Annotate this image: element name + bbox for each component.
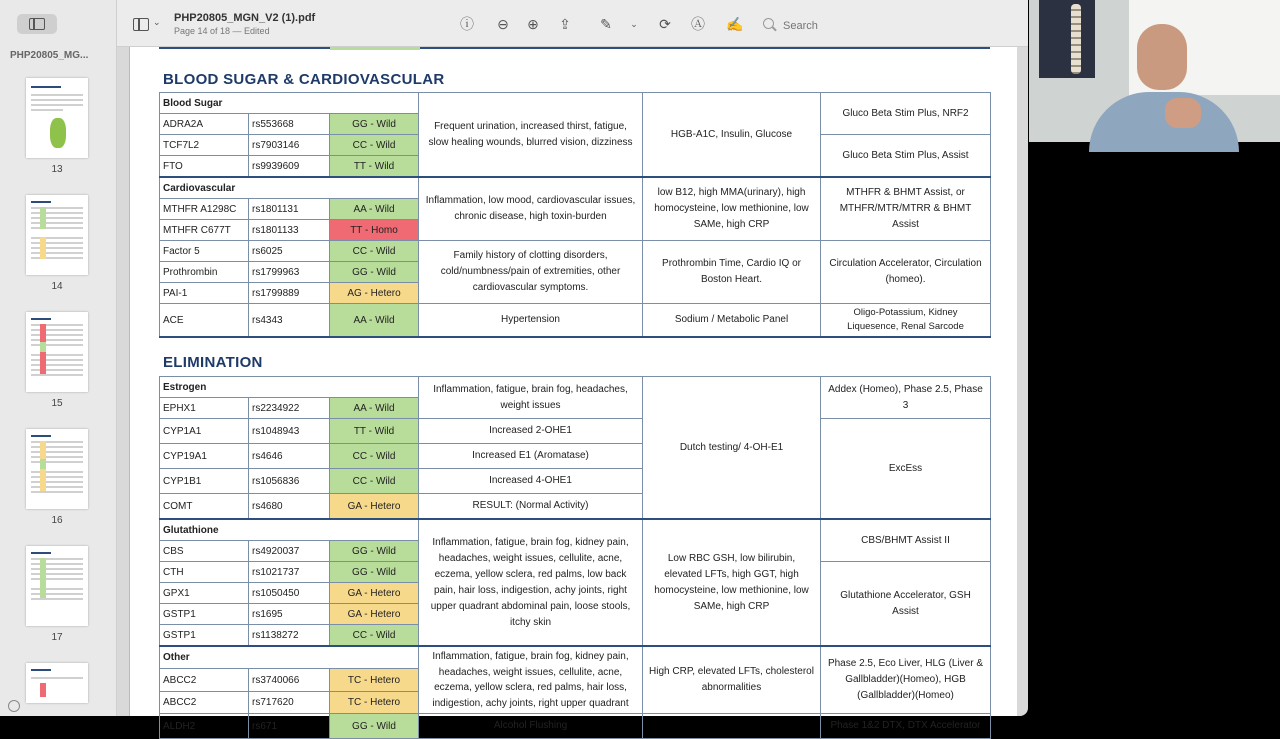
- gene-cell: ALDH2: [160, 714, 249, 739]
- symptoms-cell: Family history of clotting disorders, cold/numbness/pain of extremities, other cardiovascular symptoms.: [419, 241, 643, 304]
- rsid-cell: rs1799963: [249, 262, 330, 283]
- labs-cell: [643, 714, 821, 739]
- markup-pen-icon[interactable]: ✎: [600, 16, 612, 32]
- genotype-cell: GG - Wild: [330, 562, 419, 583]
- add-page-icon[interactable]: [8, 700, 20, 712]
- rsid-cell: rs1050450: [249, 583, 330, 604]
- pdf-page: [129, 47, 1017, 732]
- presenter-head: [1137, 24, 1187, 90]
- page-thumbnail-18[interactable]: [26, 663, 88, 703]
- rotate-icon[interactable]: ⟳: [659, 16, 671, 32]
- support-cell: ExcEss: [821, 419, 991, 520]
- symptoms-cell: Inflammation, fatigue, brain fog, kidney pain, headaches, weight issues, cellulite, acne, eczema, yellow sclera, red palms, hair loss, indigestion, achy joints, right upper quadrant: [419, 646, 643, 714]
- genotype-cell: GG - Wild: [330, 541, 419, 562]
- gene-cell: COMT: [160, 494, 249, 520]
- sidebar-icon: [29, 18, 45, 30]
- table-row: [160, 241, 991, 262]
- rsid-cell: rs4343: [249, 304, 330, 338]
- presenter-body: [1089, 92, 1239, 152]
- support-cell: Addex (Homeo), Phase 2.5, Phase 3: [821, 377, 991, 419]
- labs-cell: Dutch testing/ 4-OH-E1: [643, 377, 821, 520]
- search-input[interactable]: [781, 15, 885, 37]
- page-thumbnail-13[interactable]: [26, 78, 88, 158]
- genotype-cell: CC - Wild: [330, 135, 419, 156]
- page-number-17: 17: [51, 632, 63, 643]
- genotype-cell: CC - Wild: [330, 241, 419, 262]
- section-title-elimination: ELIMINATION: [163, 354, 263, 371]
- rsid-cell: rs1799889: [249, 283, 330, 304]
- support-cell: CBS/BHMT Assist II: [821, 519, 991, 562]
- symptoms-cell: Hypertension: [419, 304, 643, 338]
- webcam-overlay: [1029, 0, 1280, 142]
- sidebar-toggle-icon[interactable]: [133, 18, 149, 31]
- rsid-cell: rs717620: [249, 691, 330, 713]
- genotype-cell: GG - Wild: [330, 714, 419, 739]
- gene-cell: GPX1: [160, 583, 249, 604]
- page-number-14: 14: [51, 281, 63, 292]
- gene-cell: PAI-1: [160, 283, 249, 304]
- genotype-cell: AA - Wild: [330, 199, 419, 220]
- support-cell: Circulation Accelerator, Circulation (homeo).: [821, 241, 991, 304]
- gene-cell: Prothrombin: [160, 262, 249, 283]
- gene-cell: CBS: [160, 541, 249, 562]
- gene-cell: Factor 5: [160, 241, 249, 262]
- gene-cell: ADRA2A: [160, 114, 249, 135]
- rsid-cell: rs4920037: [249, 541, 330, 562]
- subheader-blood-sugar: Blood Sugar: [160, 93, 330, 114]
- gene-cell: MTHFR A1298C: [160, 199, 249, 220]
- page-thumbnail-16[interactable]: [26, 429, 88, 509]
- chevron-down-icon[interactable]: ⌄: [153, 17, 161, 27]
- labs-cell: low B12, high MMA(urinary), high homocysteine, low methionine, low SAMe, high CRP: [643, 177, 821, 241]
- rsid-cell: rs1695: [249, 604, 330, 625]
- support-cell: Gluco Beta Stim Plus, NRF2: [821, 93, 991, 135]
- presenter-hands: [1165, 98, 1201, 128]
- page-thumbnail-15[interactable]: [26, 312, 88, 392]
- gene-cell: ABCC2: [160, 691, 249, 713]
- genotype-cell: CC - Wild: [330, 469, 419, 494]
- genotype-cell: AG - Hetero: [330, 283, 419, 304]
- gene-cell: GSTP1: [160, 625, 249, 647]
- genotype-cell: CC - Wild: [330, 444, 419, 469]
- rsid-cell: rs1056836: [249, 469, 330, 494]
- blood-sugar-cardio-table: [159, 92, 991, 338]
- table-row: [160, 304, 991, 338]
- gene-cell: CYP19A1: [160, 444, 249, 469]
- symptoms-cell: Increased 4-OHE1: [419, 469, 643, 494]
- genotype-cell: TT - Wild: [330, 156, 419, 178]
- gene-cell: EPHX1: [160, 398, 249, 419]
- rsid-cell: rs7903146: [249, 135, 330, 156]
- sidebar-display-button[interactable]: [17, 14, 57, 34]
- rsid-cell: rs2234922: [249, 398, 330, 419]
- symptoms-cell: Inflammation, fatigue, brain fog, kidney pain, headaches, weight issues, cellulite, acne, eczema, yellow sclera, red palms, low back pain, hair loss, indigestion, achy joints, right upper quadrant abdominal pain, loose stools, itchy skin: [419, 519, 643, 646]
- subheader-glutathione: Glutathione: [160, 519, 330, 541]
- genotype-cell: GG - Wild: [330, 262, 419, 283]
- chevron-down-icon[interactable]: ⌄: [630, 19, 638, 29]
- support-cell: Glutathione Accelerator, GSH Assist: [821, 562, 991, 647]
- genotype-cell: TC - Hetero: [330, 691, 419, 713]
- labs-cell: Prothrombin Time, Cardio IQ or Boston Heart.: [643, 241, 821, 304]
- gene-cell: CYP1A1: [160, 419, 249, 444]
- genotype-cell: TC - Hetero: [330, 669, 419, 691]
- rsid-cell: rs4680: [249, 494, 330, 520]
- subheader-other: Other: [160, 646, 330, 669]
- table-row: [160, 714, 991, 739]
- support-cell: Phase 1&2 DTX, DTX Accelerator: [821, 714, 991, 739]
- share-icon[interactable]: ⇪: [559, 16, 571, 32]
- symptoms-cell: Increased 2-OHE1: [419, 419, 643, 444]
- page-number-15: 15: [51, 398, 63, 409]
- support-cell: MTHFR & BHMT Assist, or MTHFR/MTR/MTRR & BHMT Assist: [821, 177, 991, 241]
- elimination-table: [159, 376, 991, 739]
- toolbar: [117, 0, 1028, 47]
- page-thumbnail-17[interactable]: [26, 546, 88, 626]
- table-row: [160, 419, 991, 444]
- rsid-cell: rs1138272: [249, 625, 330, 647]
- document-subtitle: Page 14 of 18 — Edited: [174, 26, 270, 36]
- rsid-cell: rs1801131: [249, 199, 330, 220]
- rsid-cell: rs3740066: [249, 669, 330, 691]
- support-cell: Oligo-Potassium, Kidney Liquesence, Renal Sarcode: [821, 304, 991, 338]
- genotype-cell: TT - Wild: [330, 419, 419, 444]
- rsid-cell: rs6025: [249, 241, 330, 262]
- search-field[interactable]: [763, 15, 883, 35]
- gene-cell: FTO: [160, 156, 249, 178]
- labs-cell: High CRP, elevated LFTs, cholesterol abnormalities: [643, 646, 821, 714]
- symptoms-cell: Inflammation, low mood, cardiovascular issues, chronic disease, high toxin-burden: [419, 177, 643, 241]
- support-cell: Phase 2.5, Eco Liver, HLG (Liver & Gallbladder)(Homeo), HGB (Gallbladder)(Homeo): [821, 646, 991, 714]
- symptoms-cell: Alcohol Flushing: [419, 714, 643, 739]
- rsid-cell: rs553668: [249, 114, 330, 135]
- gene-cell: MTHFR C677T: [160, 220, 249, 241]
- labs-cell: Low RBC GSH, low bilirubin, elevated LFTs, high GGT, high homocysteine, low methionine, low SAMe, high CRP: [643, 519, 821, 646]
- symptoms-cell: Increased E1 (Aromatase): [419, 444, 643, 469]
- rsid-cell: rs671: [249, 714, 330, 739]
- spine-poster: [1039, 0, 1095, 78]
- symptoms-cell: Inflammation, fatigue, brain fog, headaches, weight issues: [419, 377, 643, 419]
- genotype-cell: GA - Hetero: [330, 604, 419, 625]
- symptoms-cell: RESULT: (Normal Activity): [419, 494, 643, 520]
- genotype-cell: GA - Hetero: [330, 583, 419, 604]
- rsid-cell: rs4646: [249, 444, 330, 469]
- gene-cell: TCF7L2: [160, 135, 249, 156]
- genotype-cell: GG - Wild: [330, 114, 419, 135]
- rsid-cell: rs1048943: [249, 419, 330, 444]
- rsid-cell: rs1021737: [249, 562, 330, 583]
- document-title: PHP20805_MGN_V2 (1).pdf: [174, 12, 316, 24]
- page-number-16: 16: [51, 515, 63, 526]
- zoom-out-icon[interactable]: ⊖: [497, 16, 509, 32]
- info-icon[interactable]: ⓘ: [460, 16, 474, 32]
- sidebar-doc-name: PHP20805_MG...: [10, 50, 89, 61]
- genotype-cell: AA - Wild: [330, 304, 419, 338]
- genotype-cell: GA - Hetero: [330, 494, 419, 520]
- subheader-cardiovascular: Cardiovascular: [160, 177, 330, 199]
- genotype-cell: AA - Wild: [330, 398, 419, 419]
- thumbnail-sidebar: [0, 0, 117, 716]
- section-title-blood-sugar: BLOOD SUGAR & CARDIOVASCULAR: [163, 71, 445, 88]
- gene-cell: ABCC2: [160, 669, 249, 691]
- page-thumbnail-14[interactable]: [26, 195, 88, 275]
- labs-cell: HGB-A1C, Insulin, Glucose: [643, 93, 821, 178]
- genotype-cell: CC - Wild: [330, 625, 419, 647]
- page-number-13: 13: [51, 164, 63, 175]
- highlight-icon[interactable]: Ⓐ: [691, 16, 705, 32]
- sign-icon[interactable]: ✍: [726, 16, 744, 32]
- labs-cell: Sodium / Metabolic Panel: [643, 304, 821, 338]
- gene-cell: ACE: [160, 304, 249, 338]
- zoom-in-icon[interactable]: ⊕: [527, 16, 539, 32]
- gene-cell: CYP1B1: [160, 469, 249, 494]
- genotype-cell: TT - Homo: [330, 220, 419, 241]
- search-icon: [763, 18, 774, 29]
- gene-cell: CTH: [160, 562, 249, 583]
- rsid-cell: rs9939609: [249, 156, 330, 178]
- symptoms-cell: Frequent urination, increased thirst, fatigue, slow healing wounds, blurred vision, dizziness: [419, 93, 643, 178]
- support-cell: Gluco Beta Stim Plus, Assist: [821, 135, 991, 178]
- rsid-cell: rs1801133: [249, 220, 330, 241]
- subheader-estrogen: Estrogen: [160, 377, 330, 398]
- gene-cell: GSTP1: [160, 604, 249, 625]
